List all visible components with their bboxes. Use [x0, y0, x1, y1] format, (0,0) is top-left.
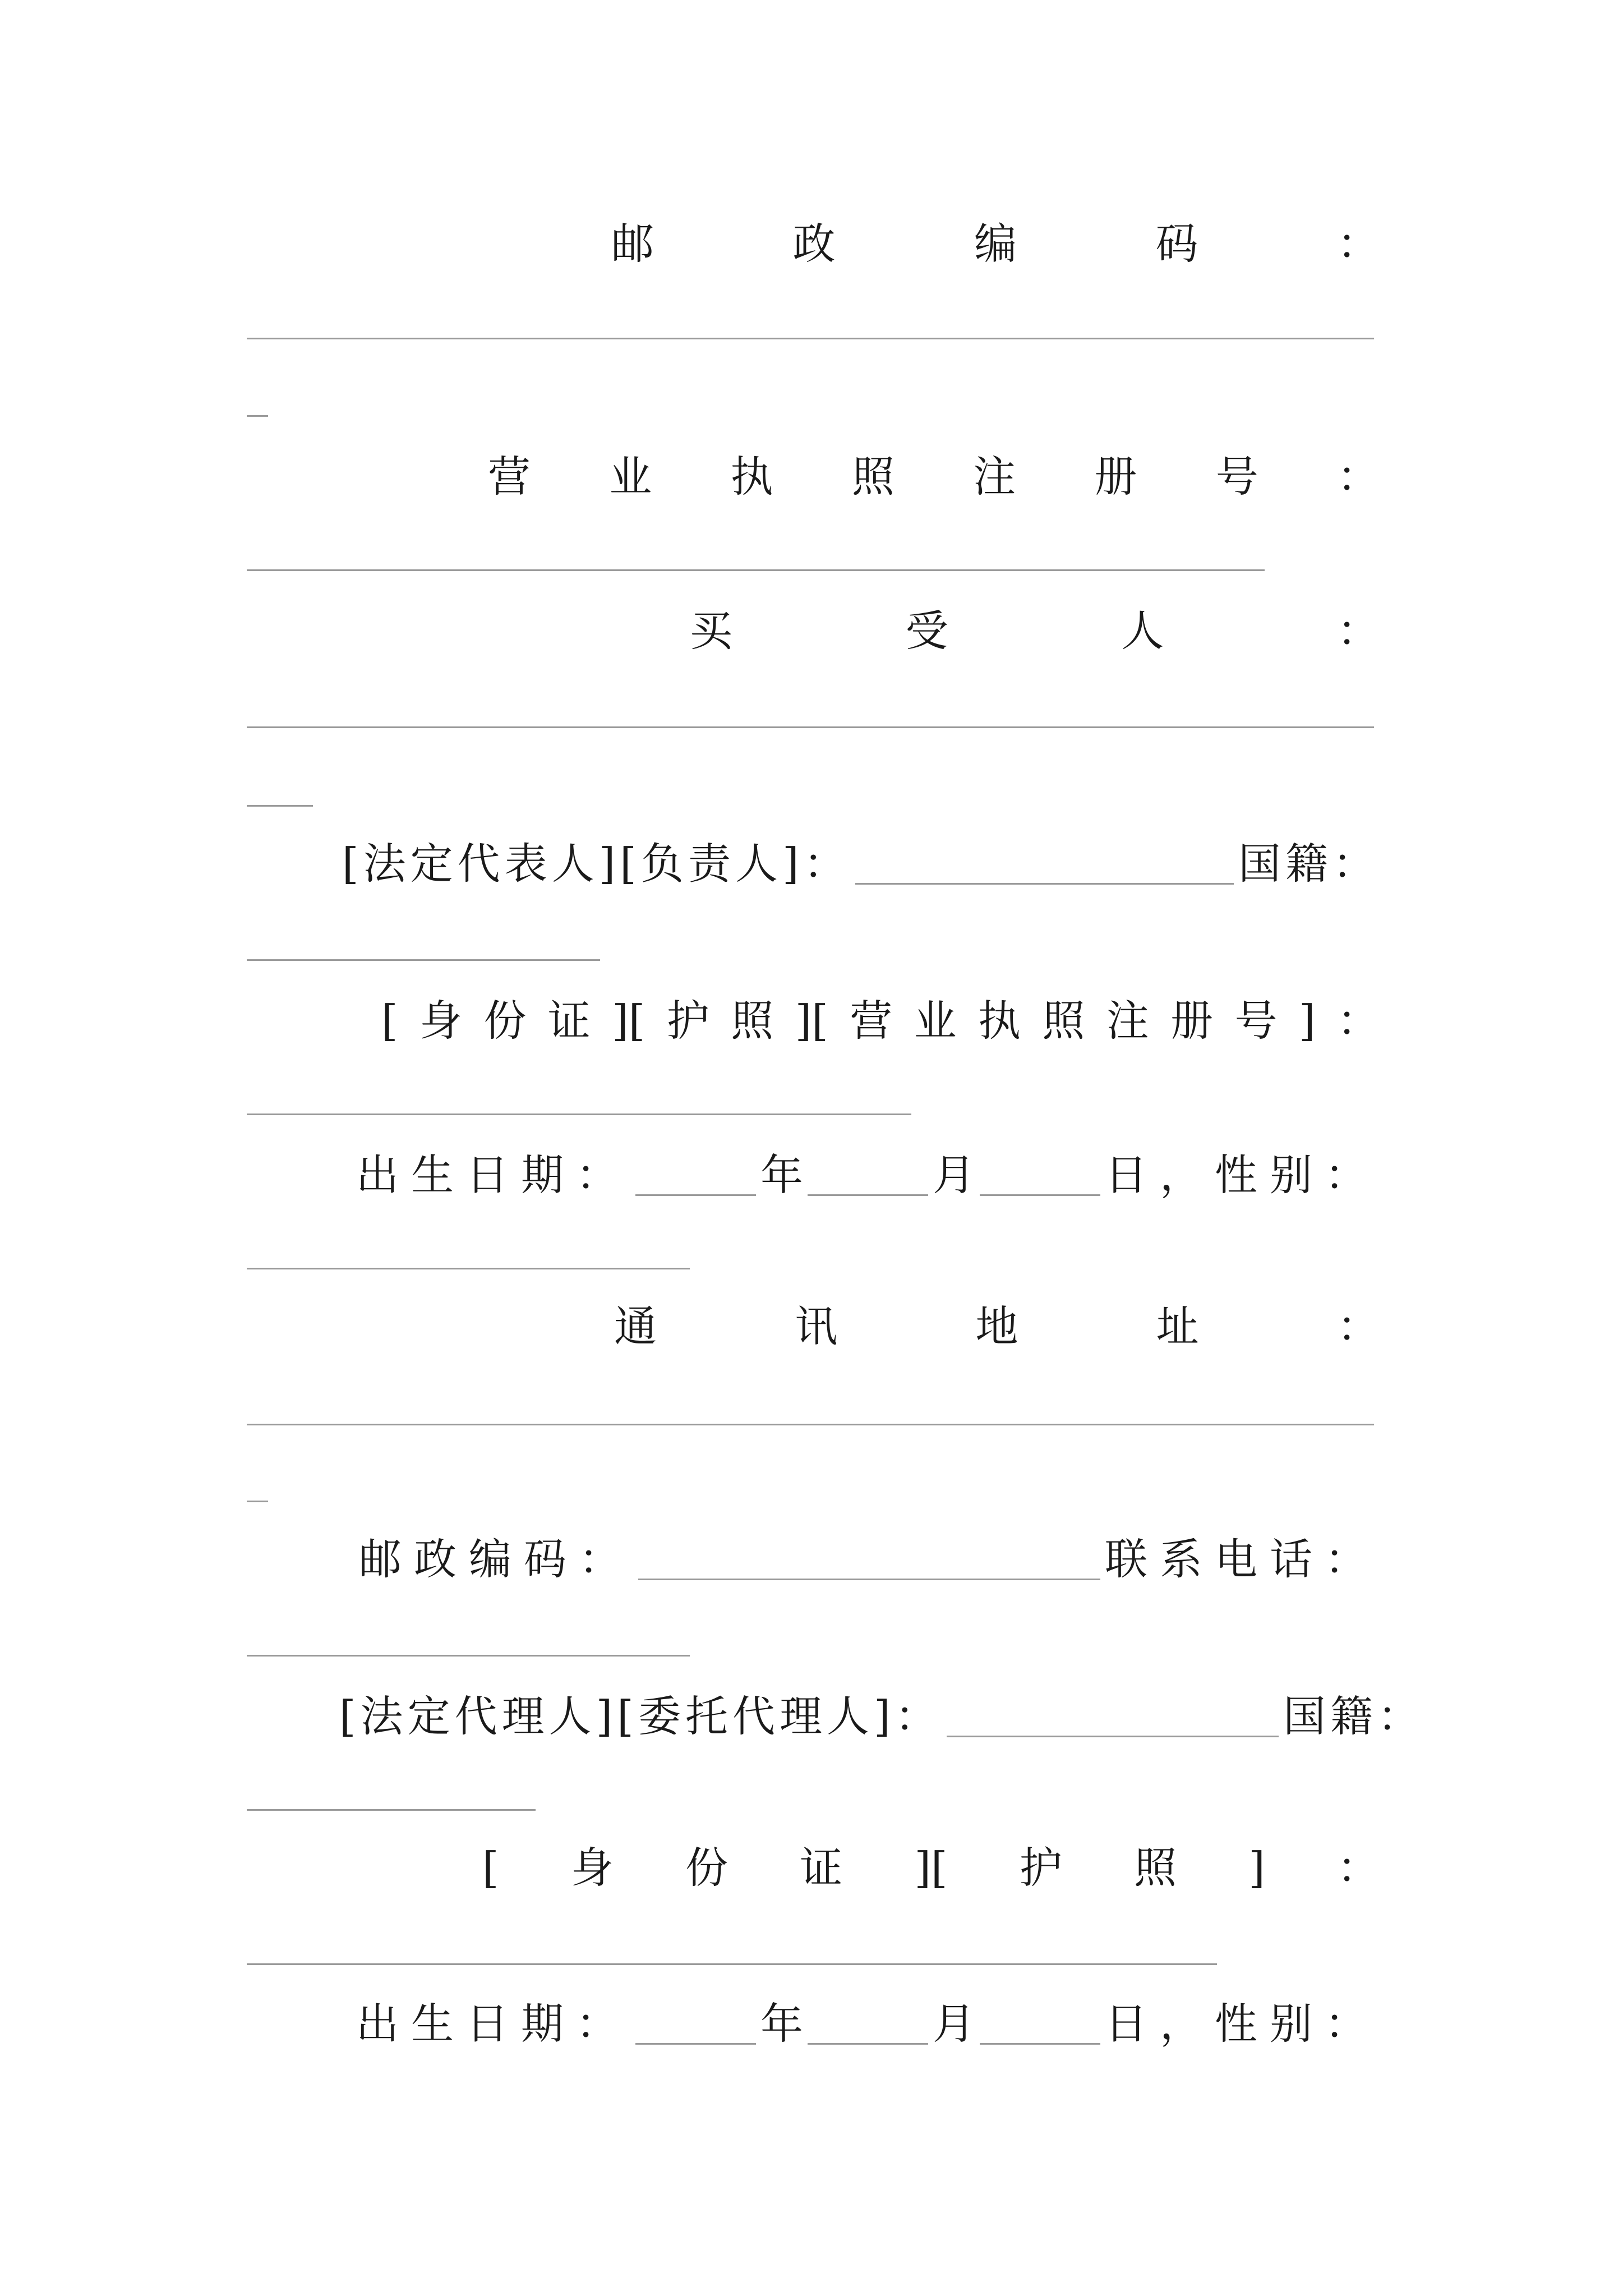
char-id-types-2-2: 份: [685, 1843, 728, 1893]
char-id-types-2-3: 证: [800, 1843, 843, 1893]
char-id-types-1-3: 证: [547, 996, 591, 1046]
char-id-types-1-0: [: [381, 996, 398, 1046]
char-assignee-spaced-0: 买: [690, 606, 732, 656]
fill-line[interactable]: [247, 1655, 690, 1657]
char-id-types-1-1: 身: [419, 996, 463, 1046]
char-postal-code-spaced-1: 政: [792, 219, 836, 269]
business-license-heading: [247, 443, 1380, 510]
legal-representative-row: [247, 830, 1380, 898]
agent-label: [法定代理人][委托代理人]：: [339, 1691, 942, 1741]
char-id-types-2-4: ][: [914, 1843, 948, 1893]
dob-label-2: 出生日期：: [356, 1999, 631, 2049]
month-blank-2[interactable]: [808, 2004, 928, 2045]
agent-blank[interactable]: [947, 1696, 1279, 1737]
fill-line[interactable]: [247, 959, 600, 961]
char-id-types-2-0: [: [482, 1843, 499, 1893]
year-label: 年: [760, 1150, 803, 1200]
char-id-types-1-9: 业: [914, 996, 957, 1046]
char-id-types-1-15: ]: [1298, 996, 1316, 1046]
char-business-license-spaced-1: 业: [609, 452, 652, 501]
char-id-types-1-2: 份: [483, 996, 527, 1046]
fill-line-tail[interactable]: [247, 1501, 268, 1502]
month-label-2: 月: [933, 1999, 975, 2049]
char-business-license-spaced-4: 注: [973, 452, 1016, 501]
fill-line[interactable]: [247, 726, 1374, 728]
day-blank[interactable]: [980, 1155, 1100, 1196]
char-business-license-spaced-5: 册: [1094, 452, 1137, 501]
birth-date-row: [247, 1142, 1380, 1209]
char-assignee-spaced-3: ：: [1336, 606, 1380, 656]
postal-code-heading: [247, 210, 1380, 278]
char-business-license-spaced-0: 营: [488, 452, 531, 501]
year-label-2: 年: [760, 1999, 803, 2049]
birth-date-row-2: [247, 1990, 1380, 2058]
fill-line[interactable]: [247, 569, 1265, 571]
fill-line[interactable]: [247, 1809, 536, 1811]
dob-label: 出生日期：: [356, 1150, 631, 1200]
fill-line[interactable]: [247, 1963, 1217, 1965]
agent-row: [247, 1683, 1424, 1750]
year-blank[interactable]: [635, 1155, 756, 1196]
char-id-types-1-16: ：: [1336, 996, 1380, 1046]
char-address-spaced-4: ：: [1337, 1301, 1380, 1351]
char-address-spaced-1: 讯: [795, 1301, 838, 1351]
fill-line[interactable]: [247, 1424, 1374, 1425]
month-blank[interactable]: [808, 1155, 928, 1196]
char-id-types-1-7: ][: [795, 996, 828, 1046]
phone-label: 联系电话：: [1105, 1534, 1380, 1584]
char-business-license-spaced-3: 照: [851, 452, 895, 501]
assignee-heading: [247, 597, 1380, 665]
char-id-types-1-12: 注: [1106, 996, 1149, 1046]
char-id-types-2-1: 身: [570, 1843, 614, 1893]
day-gender-label: 日，性别：: [1105, 1150, 1380, 1200]
legal-rep-blank[interactable]: [855, 844, 1234, 885]
fill-line[interactable]: [247, 1114, 911, 1115]
char-id-types-2-6: 照: [1134, 1843, 1177, 1893]
char-postal-code-spaced-0: 邮: [611, 219, 654, 269]
nationality-label-2: 国籍：: [1283, 1691, 1424, 1741]
char-id-types-2-5: 护: [1019, 1843, 1062, 1893]
address-heading: [247, 1293, 1380, 1360]
char-business-license-spaced-6: 号: [1215, 452, 1258, 501]
nationality-label: 国籍：: [1238, 839, 1380, 889]
char-id-types-1-5: 护: [666, 996, 709, 1046]
postal-code-blank[interactable]: [638, 1539, 1100, 1580]
fill-line-tail[interactable]: [247, 415, 268, 417]
year-blank-2[interactable]: [635, 2004, 756, 2045]
postal-phone-row: [247, 1526, 1380, 1593]
day-blank-2[interactable]: [980, 2004, 1100, 2045]
id-type-row-2: [247, 1834, 1380, 1902]
char-id-types-1-10: 执: [978, 996, 1021, 1046]
char-id-types-2-8: ：: [1337, 1843, 1380, 1893]
char-postal-code-spaced-4: ：: [1337, 219, 1380, 269]
fill-line[interactable]: [247, 1268, 690, 1269]
char-postal-code-spaced-2: 编: [974, 219, 1017, 269]
char-id-types-1-4: ][: [612, 996, 645, 1046]
fill-line[interactable]: [247, 338, 1374, 339]
char-id-types-1-6: 照: [731, 996, 774, 1046]
legal-rep-label: [法定代表人][负责人]：: [342, 839, 851, 889]
char-address-spaced-0: 通: [614, 1301, 657, 1351]
char-address-spaced-2: 地: [975, 1301, 1018, 1351]
month-label: 月: [933, 1150, 975, 1200]
char-postal-code-spaced-3: 码: [1155, 219, 1198, 269]
char-assignee-spaced-2: 人: [1121, 606, 1164, 656]
char-business-license-spaced-2: 执: [730, 452, 773, 501]
char-business-license-spaced-7: ：: [1336, 452, 1380, 501]
char-id-types-1-13: 册: [1170, 996, 1214, 1046]
char-id-types-1-8: 营: [850, 996, 893, 1046]
postal-code-label: 邮政编码：: [359, 1534, 634, 1584]
id-type-row: [247, 987, 1380, 1055]
day-gender-label-2: 日，性别：: [1105, 1999, 1380, 2049]
char-address-spaced-3: 址: [1156, 1301, 1199, 1351]
fill-line-tail[interactable]: [247, 805, 313, 807]
char-id-types-1-14: 号: [1234, 996, 1278, 1046]
char-id-types-2-7: ]: [1248, 1843, 1265, 1893]
char-assignee-spaced-1: 受: [905, 606, 948, 656]
char-id-types-1-11: 照: [1042, 996, 1085, 1046]
